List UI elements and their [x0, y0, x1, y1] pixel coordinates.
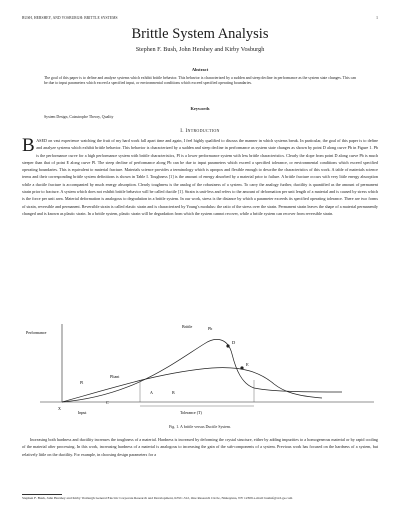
section-title: Introduction: [185, 128, 220, 134]
label-brittle: Brittle: [182, 324, 193, 329]
point-d: [226, 344, 229, 347]
abstract-text: The goal of this paper is to define and analyze systems which exhibit brittle behavior. This behavior is characterized by a sudden and steep decline in performance as the system state changes. This can be due to input parameters which exceed a specified input, or environmental conditions which exceed specified operating boundaries.: [44, 76, 356, 86]
label-e: E: [246, 362, 249, 367]
author-footnote: Stephen F. Bush, John Hershey and Kirby Vosburgh General Electric Corporate Research and Development, KWC-312, One Research Circle, Niskayuna, NY 12309 e-mail: bushsf@crd.ge.com: [22, 496, 293, 500]
label-tolerance: Tolerance (T): [180, 410, 202, 415]
label-b: B: [172, 390, 175, 395]
paragraph-2: Increasing both hardness and ductility increases the toughness of a material. Hardness is increased by deforming the crystal structure, either by adding impurities to a homogeneous material or by rapid cooling of the material after processing. In this work, increasing hardness of a material is analogous to increasing the gain of the sub-components of a system. Previous work has focused on the hardness of a system, but relatively little on the ductility. For example, in choosing design parameters for a: [22, 437, 378, 457]
label-input: Input: [78, 410, 87, 415]
running-header: [22, 16, 378, 20]
page-number: 1: [376, 16, 378, 20]
label-pb: Pb: [208, 326, 213, 331]
label-a: A: [150, 390, 153, 395]
label-x: X: [58, 406, 61, 411]
label-performance: Performance: [26, 330, 47, 335]
figure-1: [22, 320, 378, 415]
paper-title: Brittle System Analysis: [131, 26, 269, 42]
label-pl: Pl: [80, 380, 84, 385]
label-d: D: [232, 340, 236, 345]
figure-caption: Fig. 1. A brittle versus Ductile System.: [168, 424, 232, 429]
pliant-curve: [62, 368, 322, 402]
intro-paragraph: [22, 137, 378, 217]
running-title: BUSH, HERSHEY, AND VOSBURGH: BRITTLE SYSTEMS: [22, 16, 118, 20]
drop-cap: B: [22, 135, 35, 156]
abstract-heading: Abstract: [191, 67, 209, 72]
keywords-heading: Keywords: [190, 106, 210, 111]
brittle-curve: [62, 339, 342, 402]
label-pliant: Pliant: [110, 374, 120, 379]
label-c: C: [106, 400, 109, 405]
point-e: [240, 366, 243, 369]
intro-text: ASED on vast experience watching the fruit of my hard work fall apart time and again, I feel highly qualified to discuss the manner in which systems break. In particular, the goal of this paper is to define and analyze systems which exhibit brittle behavior. This behavior is characterized by a sudden and steep decline in performance as system state changes as shown by point D along curve Pb in Figure 1. Pb is the performance curve for a high performance system with brittle characteristics, Pl is a lower performance system with less brittle characteristics. Clearly the slope from point D along curve Pb is much steeper than that of point E along curve Pl. The steep decline of performance along Pb can be due to input parameters which exceed a specified tolerance, or environmental conditions which exceed specified operating boundaries. This is equivalent to material fracture. Materials science provides a terminology which is apropos and flexible enough to describe the characteristics of this work. A table of materials science terms and their corresponding brittle system definitions is shown in Table I. Toughness [1] is the amount of energy absorbed by a material prior to failure. A brittle fracture occurs with very little energy absorption while a ductile fracture is accompanied by much energy absorption. Clearly toughness is the analog of the robustness of a system. To carry the analogy further, ductility is quantified as the amount of permanent strain prior to fracture. A system which does not exhibit brittle behavior will be called ductile [1]. Strain is unit-less and refers to the amount of deformation per unit length of a material and is caused by stress which is the force per unit area. Material deformation is analogous to degradation in a brittle system. In our work, stress is the distance by which a parameter exceeds its specified operating tolerance. There are two forms of strain, reversible and permanent. Reversible strain is called elastic strain and is characterized by Young's modulus: the ratio of the stress over the strain. Permanent strain leaves the shape of a material permanently changed and is known as plastic strain. In a brittle system, plastic strain will be degradation from which the system cannot recover, while a brittle system can recover from reversible strain.: [22, 138, 378, 216]
keywords-text: System Design, Catastrophe Theory, Quality: [44, 115, 114, 119]
footnote-rule: [22, 494, 62, 495]
section-number: I.: [180, 128, 184, 134]
section-heading: [0, 128, 400, 134]
paper-authors: Stephen F. Bush, John Hershey and Kirby Vosburgh: [135, 46, 265, 53]
